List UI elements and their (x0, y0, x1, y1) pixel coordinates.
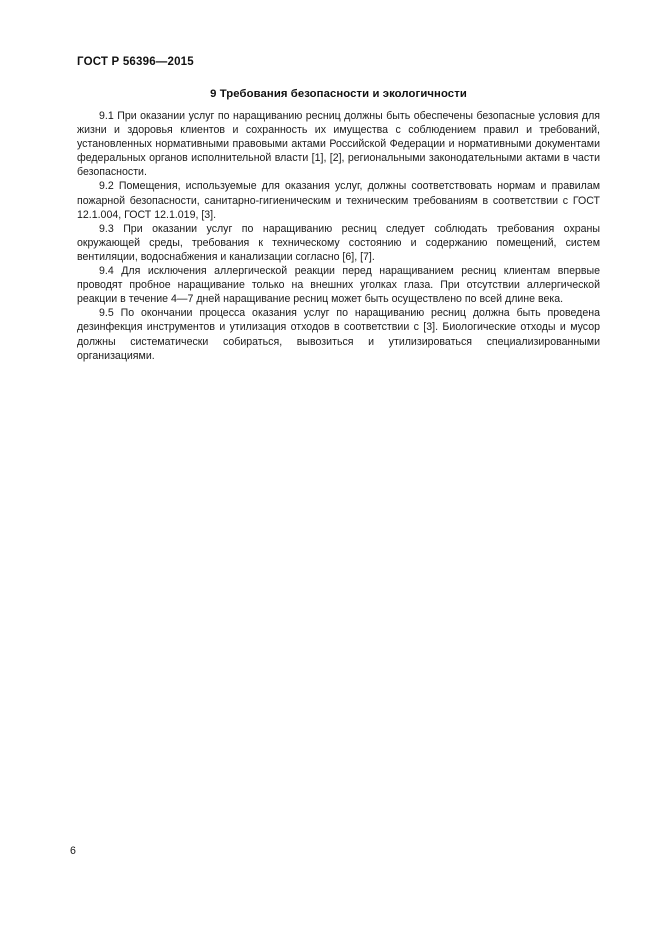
paragraph-9-1: 9.1 При оказании услуг по наращиванию ресниц должны быть обеспечены безопасные условия для жизни и здоровья клиентов и сохранность их имущества с соблюдением правил и требований, установленных нормативными правовыми актами Российской Федерации и нормативными документами федеральных органов исполнительной власти [1], [2], региональными законодательными актами в части безопасности. (77, 110, 600, 179)
paragraph-9-4: 9.4 Для исключения аллергической реакции перед наращиванием ресниц клиентам впервые проводят пробное наращивание только на внешних уголках глаза. При отсутствии аллергической реакции в течение 4—7 дней наращивание ресниц может быть осуществлено по всей длине века. (77, 265, 600, 306)
page-header-standard-number: ГОСТ Р 56396—2015 (77, 56, 194, 68)
paragraph-9-3: 9.3 При оказании услуг по наращиванию ресниц следует соблюдать требования охраны окружающей среды, требования к техническому состоянию и содержанию помещений, систем вентиляции, водоснабжения и канализации согласно [6], [7]. (77, 222, 600, 263)
paragraph-9-2: 9.2 Помещения, используемые для оказания услуг, должны соответствовать нормам и правилам пожарной безопасности, санитарно-гигиеническим и техническим требованиям в соответствии с ГОСТ 12.1.004, ГОСТ 12.1.019, [3]. (77, 180, 600, 221)
page-content (77, 88, 600, 363)
paragraph-9-5: 9.5 По окончании процесса оказания услуг по наращиванию ресниц должна быть проведена дезинфекция инструментов и утилизация отходов в соответствии с [3]. Биологические отходы и мусор должны систематически собираться, вывозиться и утилизироваться специализированными организациями. (77, 307, 600, 362)
section-heading: 9 Требования безопасности и экологичности (210, 88, 467, 100)
page-number: 6 (70, 845, 76, 857)
